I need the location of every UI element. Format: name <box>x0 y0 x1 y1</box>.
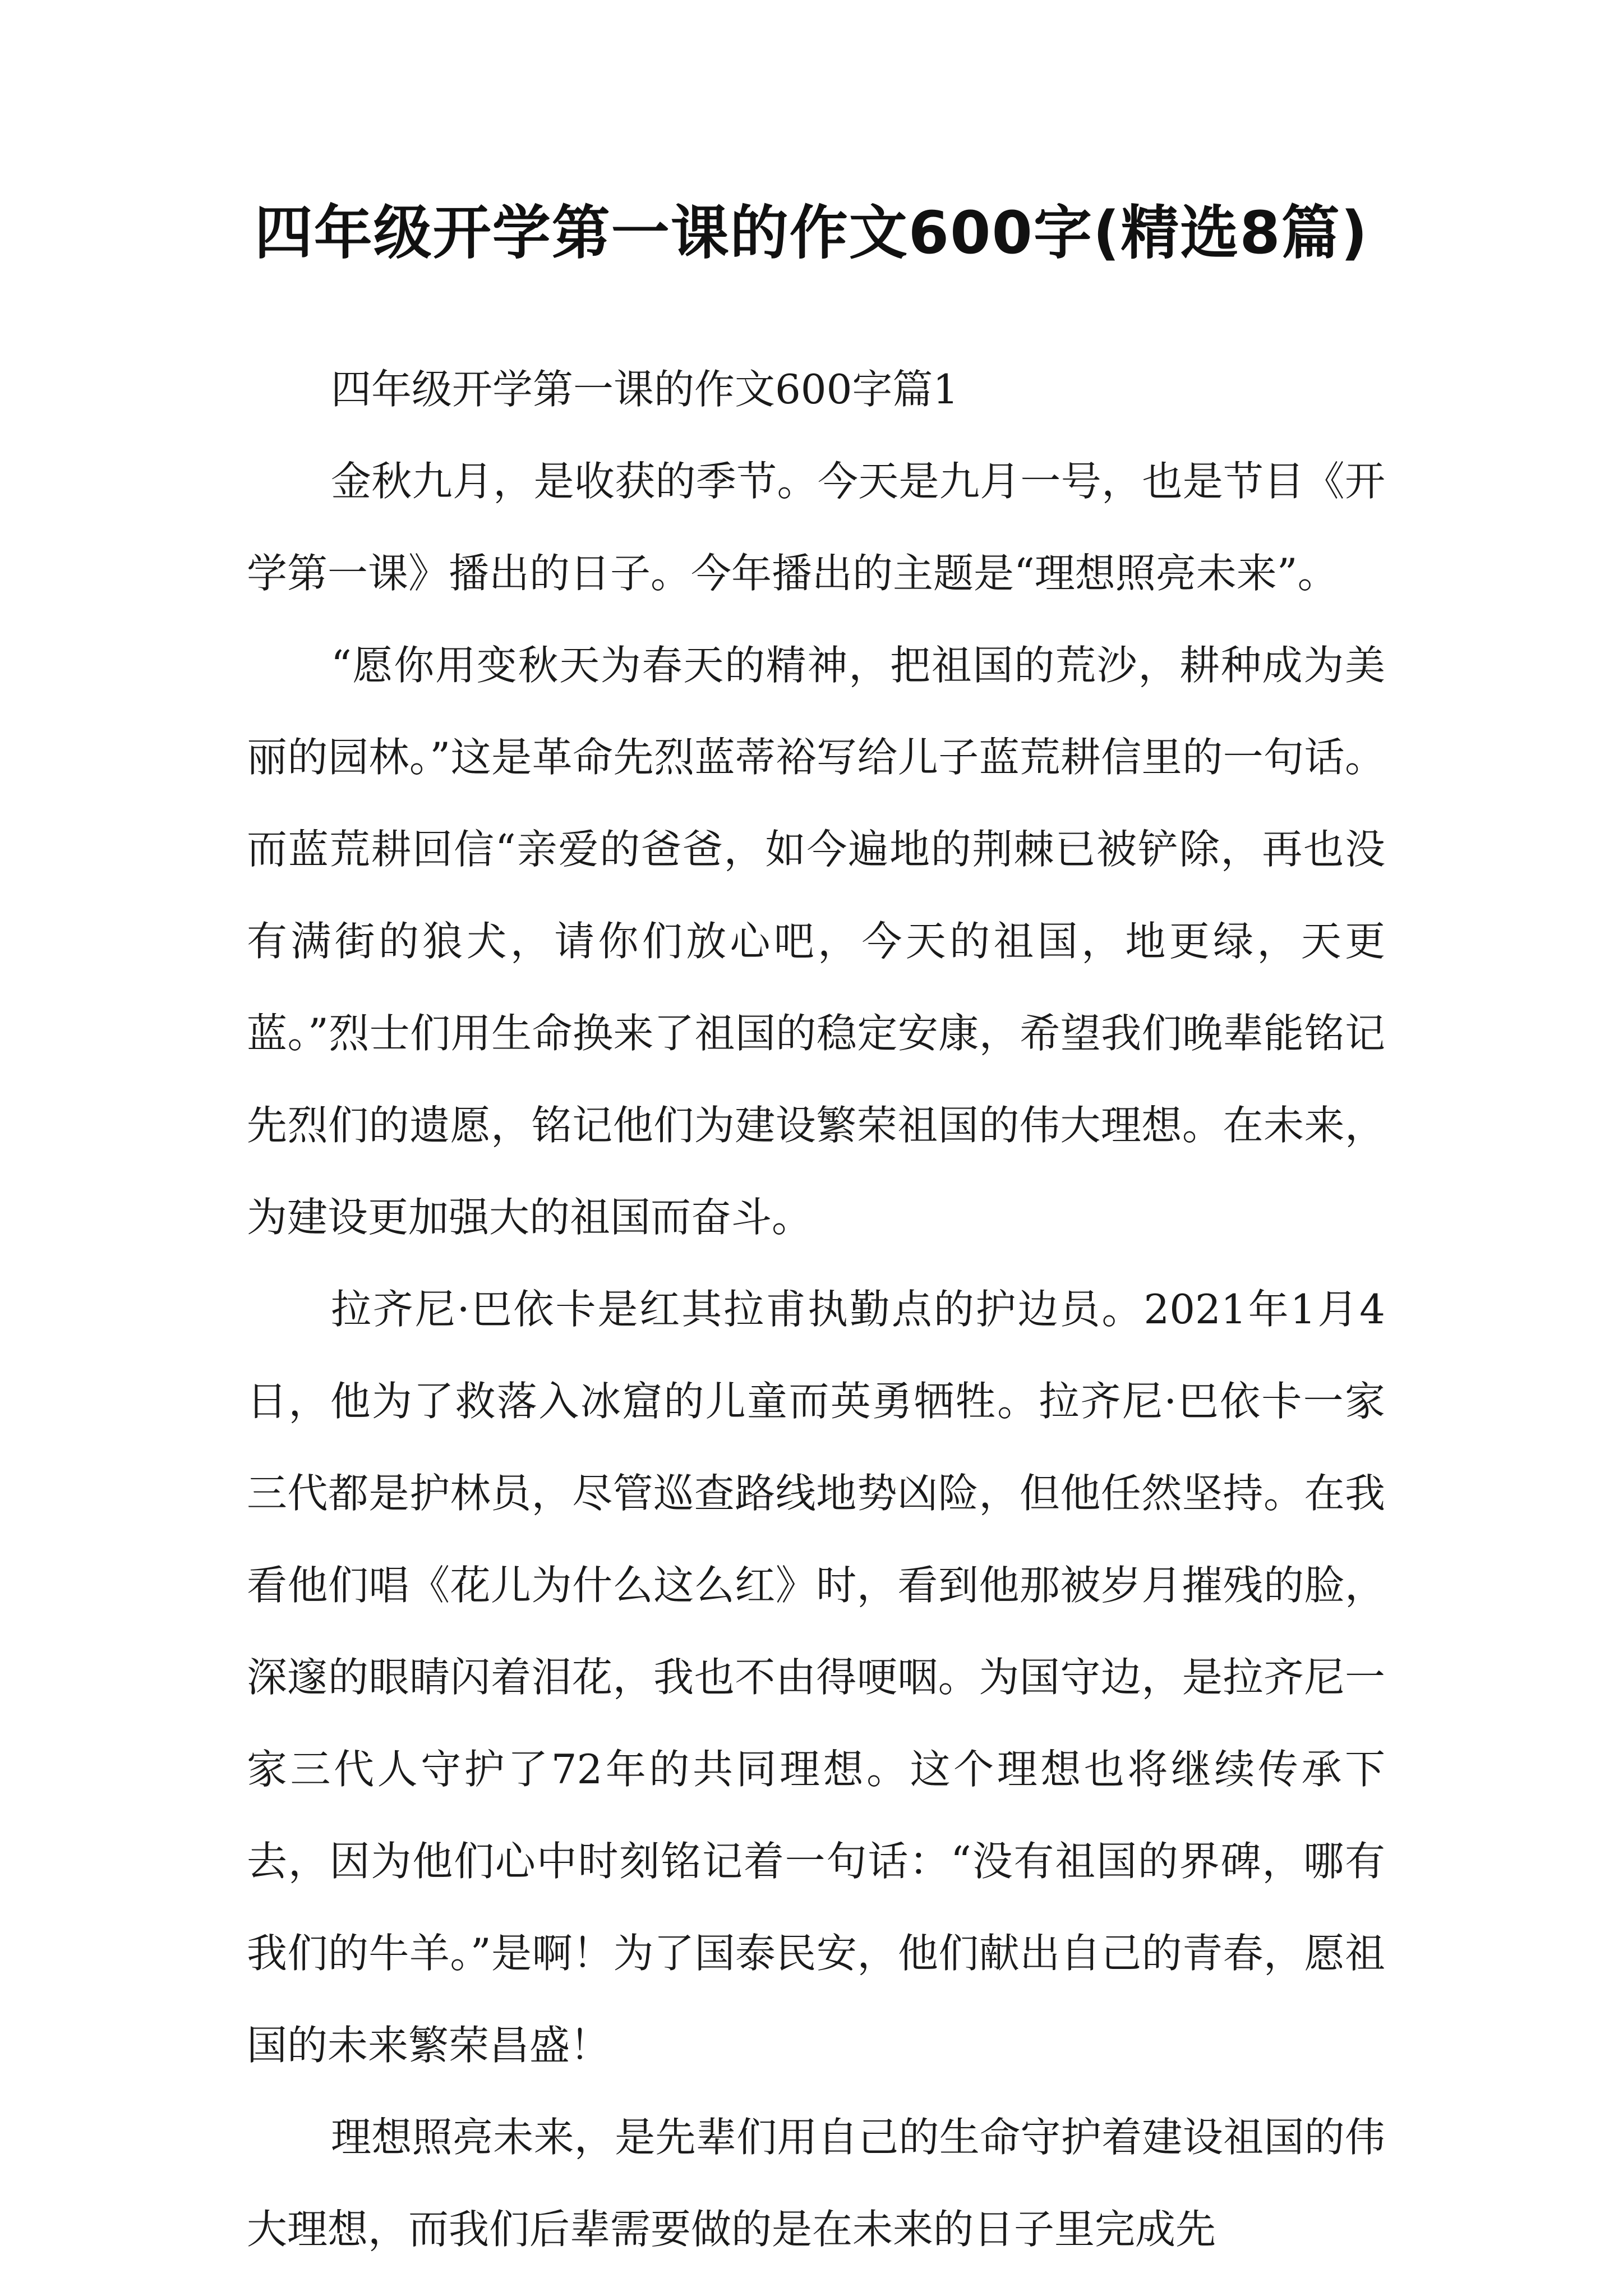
document-body <box>247 343 1385 2275</box>
paragraph-3: 拉齐尼·巴依卡是红其拉甫执勤点的护边员。2021年1月4日，他为了救落入冰窟的儿童而英勇牺牲。拉齐尼·巴依卡一家三代都是护林员，尽管巡查路线地势凶险，但他任然坚持。在我看他们唱《花儿为什么这么红》时，看到他那被岁月摧残的脸，深邃的眼睛闪着泪花，我也不由得哽咽。为国守边，是拉齐尼一家三代人守护了72年的共同理想。这个理想也将继续传承下去，因为他们心中时刻铭记着一句话：“没有祖国的界碑，哪有我们的牛羊。”是啊！为了国泰民安，他们献出自己的青春，愿祖国的未来繁荣昌盛！ <box>247 1286 1385 2069</box>
document-title: 四年级开学第一课的作文600字(精选8篇) <box>254 199 1369 267</box>
paragraph-4: 理想照亮未来，是先辈们用自己的生命守护着建设祖国的伟大理想，而我们后辈需要做的是在未来的日子里完成先 <box>247 2114 1385 2253</box>
section-heading: 四年级开学第一课的作文600字篇1 <box>331 366 959 413</box>
paragraph-2: “愿你用变秋天为春天的精神，把祖国的荒沙，耕种成为美丽的园林。”这是革命先烈蓝蒂裕写给儿子蓝荒耕信里的一句话。而蓝荒耕回信“亲爱的爸爸，如今遍地的荆棘已被铲除，再也没有满街的狼犬，请你们放心吧，今天的祖国，地更绿，天更蓝。”烈士们用生命换来了祖国的稳定安康，希望我们晚辈能铭记先烈们的遗愿，铭记他们为建设繁荣祖国的伟大理想。在未来，为建设更加强大的祖国而奋斗。 <box>247 642 1385 1241</box>
paragraph-1: 金秋九月，是收获的季节。今天是九月一号，也是节目《开学第一课》播出的日子。今年播出的主题是“理想照亮未来”。 <box>247 458 1385 597</box>
